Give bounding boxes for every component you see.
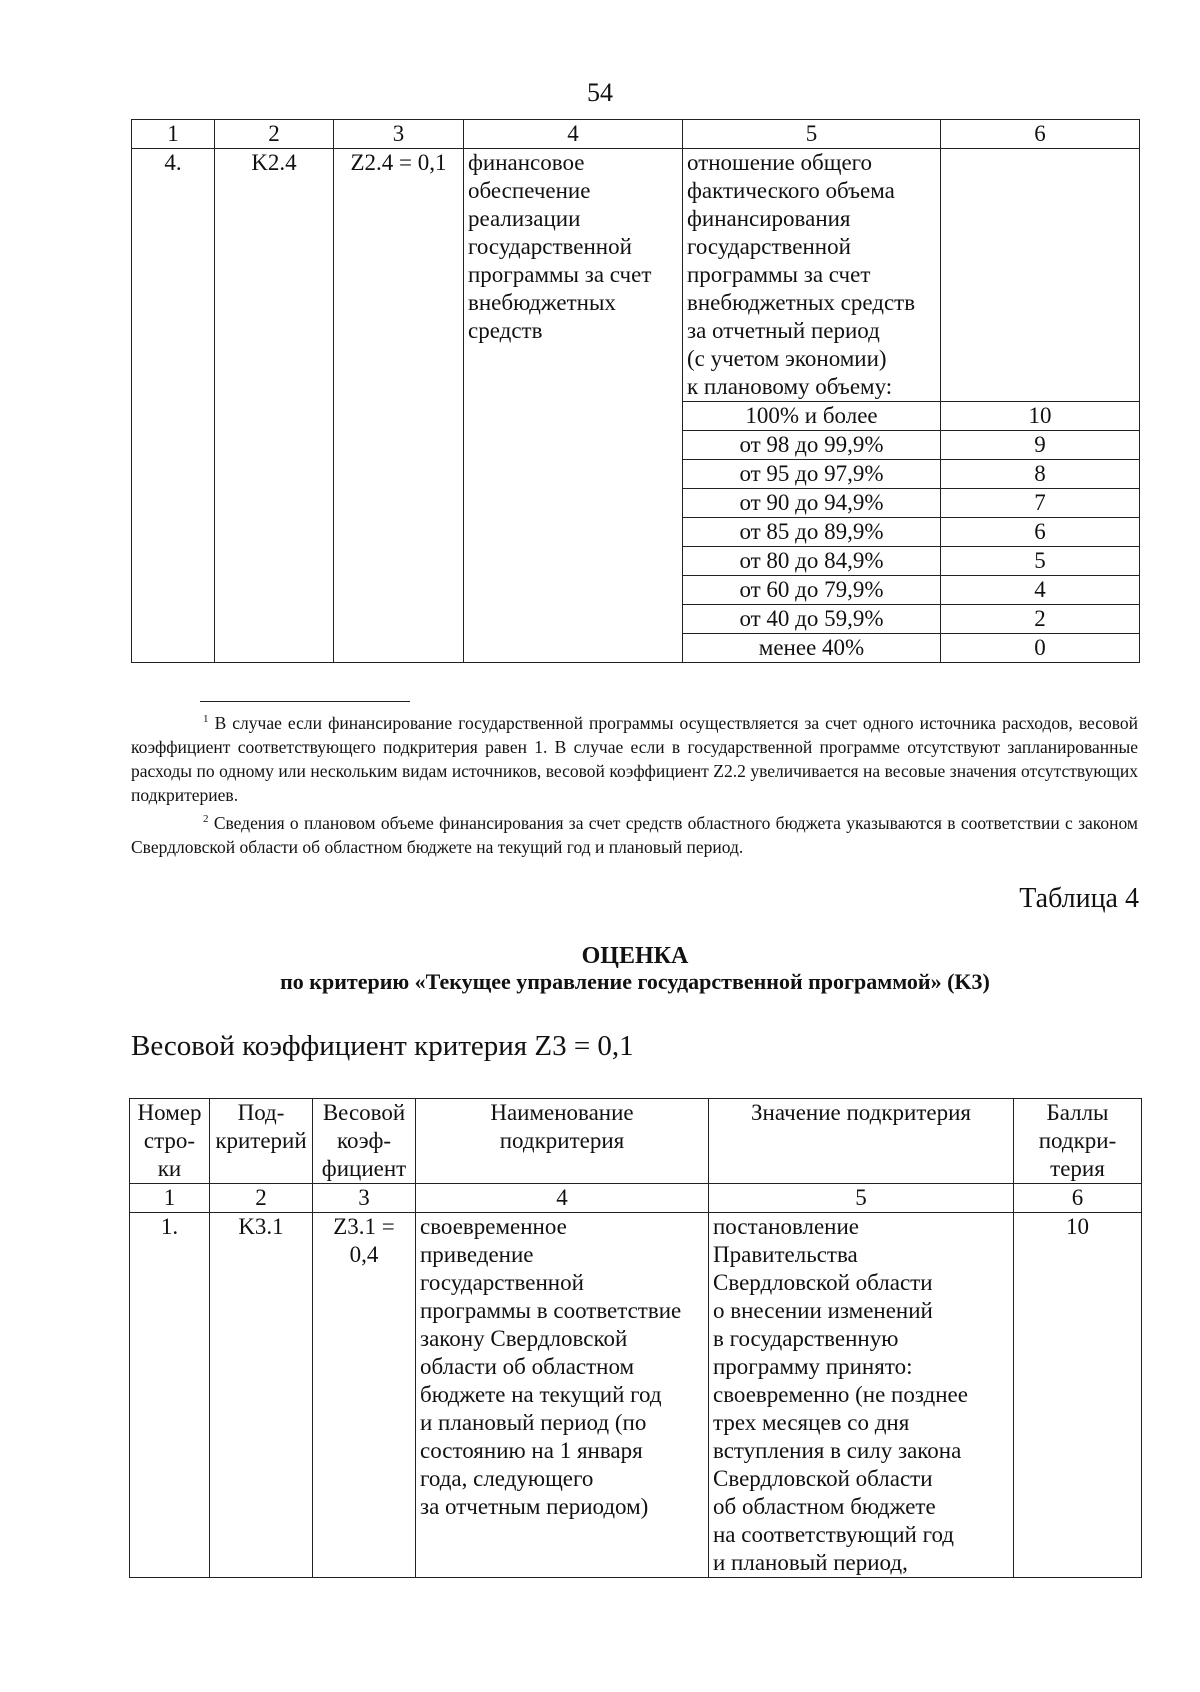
row-number: 4. — [132, 149, 215, 663]
table-label: Таблица 4 — [1019, 883, 1139, 914]
page-number: 54 — [587, 78, 613, 107]
footnote — [131, 707, 1138, 807]
scale-points: 5 — [941, 547, 1140, 576]
scale-points: 9 — [941, 431, 1140, 460]
column-header: Баллы подкри- терия — [1014, 1099, 1142, 1184]
column-header: Под- критерий — [210, 1099, 313, 1184]
footnote-text: Сведения о плановом объеме финансирования за счет средств областного бюджета указываются в соответствии с законом Свердловской области об областном бюджете на текущий год и плановый период. — [131, 813, 1138, 857]
scale-range: от 90 до 94,9% — [683, 489, 941, 518]
subcriterion-code: K2.4 — [215, 149, 334, 663]
scale-points: 2 — [941, 605, 1140, 634]
row-number: 1. — [130, 1213, 210, 1578]
weight-coefficient: Z2.4 = 0,1 — [334, 149, 464, 663]
subcriterion-value: отношение общего фактического объема финансирования государственной программы за счет внебюджетных средств за отчетный период (с учетом экономии) к плановому объему: — [683, 149, 941, 402]
col-number: 5 — [683, 120, 941, 149]
column-number-row — [132, 120, 1140, 149]
column-header: Номер стро- ки — [130, 1099, 210, 1184]
scale-points: 10 — [941, 402, 1140, 431]
subcriterion-code: K3.1 — [210, 1213, 313, 1578]
criteria-table-continued — [131, 119, 1140, 663]
subcriterion-points: 10 — [1014, 1213, 1142, 1578]
scale-points: 7 — [941, 489, 1140, 518]
col-number: 3 — [334, 120, 464, 149]
col-number: 2 — [215, 120, 334, 149]
col-number: 6 — [941, 120, 1140, 149]
col-number: 5 — [709, 1184, 1014, 1213]
criterion-weight: Весовой коэффициент критерия Z3 = 0,1 — [131, 1030, 634, 1062]
table-row — [130, 1213, 1142, 1578]
column-header: Наименование подкритерия — [416, 1099, 709, 1184]
col-number: 4 — [416, 1184, 709, 1213]
subcriterion-value: постановление Правительства Свердловской области о внесении изменений в государственную программу принято: своевременно (не позднее трех месяцев со дня вступления в силу закона Свердловской области об областном бюджете на соответствующий год и плановый период, — [709, 1213, 1014, 1578]
col-number: 1 — [130, 1184, 210, 1213]
scale-points: 8 — [941, 460, 1140, 489]
footnote-mark: 2 — [203, 813, 209, 825]
scale-points: 4 — [941, 576, 1140, 605]
weight-coefficient: Z3.1 = 0,4 — [313, 1213, 416, 1578]
column-header: Значение подкритерия — [709, 1099, 1014, 1184]
column-number-row — [130, 1184, 1142, 1213]
criteria-table-4 — [129, 1098, 1142, 1578]
scale-range: от 98 до 99,9% — [683, 431, 941, 460]
scale-range: от 80 до 84,9% — [683, 547, 941, 576]
subcriterion-name: финансовое обеспечение реализации государственной программы за счет внебюджетных средств — [464, 149, 683, 663]
scale-points: 6 — [941, 518, 1140, 547]
footnote-divider — [200, 701, 410, 702]
column-header: Весовой коэф- фициент — [313, 1099, 416, 1184]
scale-range: от 60 до 79,9% — [683, 576, 941, 605]
table-row — [132, 149, 1140, 402]
footnote — [131, 807, 1138, 859]
section-title: ОЦЕНКА — [581, 943, 689, 969]
col-number: 6 — [1014, 1184, 1142, 1213]
scale-range: менее 40% — [683, 634, 941, 663]
col-number: 4 — [464, 120, 683, 149]
points-empty — [941, 149, 1140, 402]
scale-range: 100% и более — [683, 402, 941, 431]
section-subtitle: по критерию «Текущее управление государственной программой» (K3) — [280, 969, 990, 994]
scale-range: от 95 до 97,9% — [683, 460, 941, 489]
col-number: 1 — [132, 120, 215, 149]
scale-points: 0 — [941, 634, 1140, 663]
subcriterion-name: своевременное приведение государственной программы в соответствие закону Свердловской области об областном бюджете на текущий год и плановый период (по состоянию на 1 января года, следующего за отчетным периодом) — [416, 1213, 709, 1578]
scale-range: от 85 до 89,9% — [683, 518, 941, 547]
col-number: 3 — [313, 1184, 416, 1213]
footnotes — [131, 707, 1138, 859]
scale-range: от 40 до 59,9% — [683, 605, 941, 634]
header-row — [130, 1099, 1142, 1184]
col-number: 2 — [210, 1184, 313, 1213]
footnote-mark: 1 — [203, 713, 209, 725]
footnote-text: В случае если финансирование государственной программы осуществляется за счет одного источника расходов, весовой коэффициент соответствующего подкритерия равен 1. В случае если в государственной программе отсутствуют запланированные расходы по одному или нескольким видам источников, весовой коэффициент Z2.2 увеличивается на весовые значения отсутствующих подкритериев. — [131, 713, 1138, 805]
